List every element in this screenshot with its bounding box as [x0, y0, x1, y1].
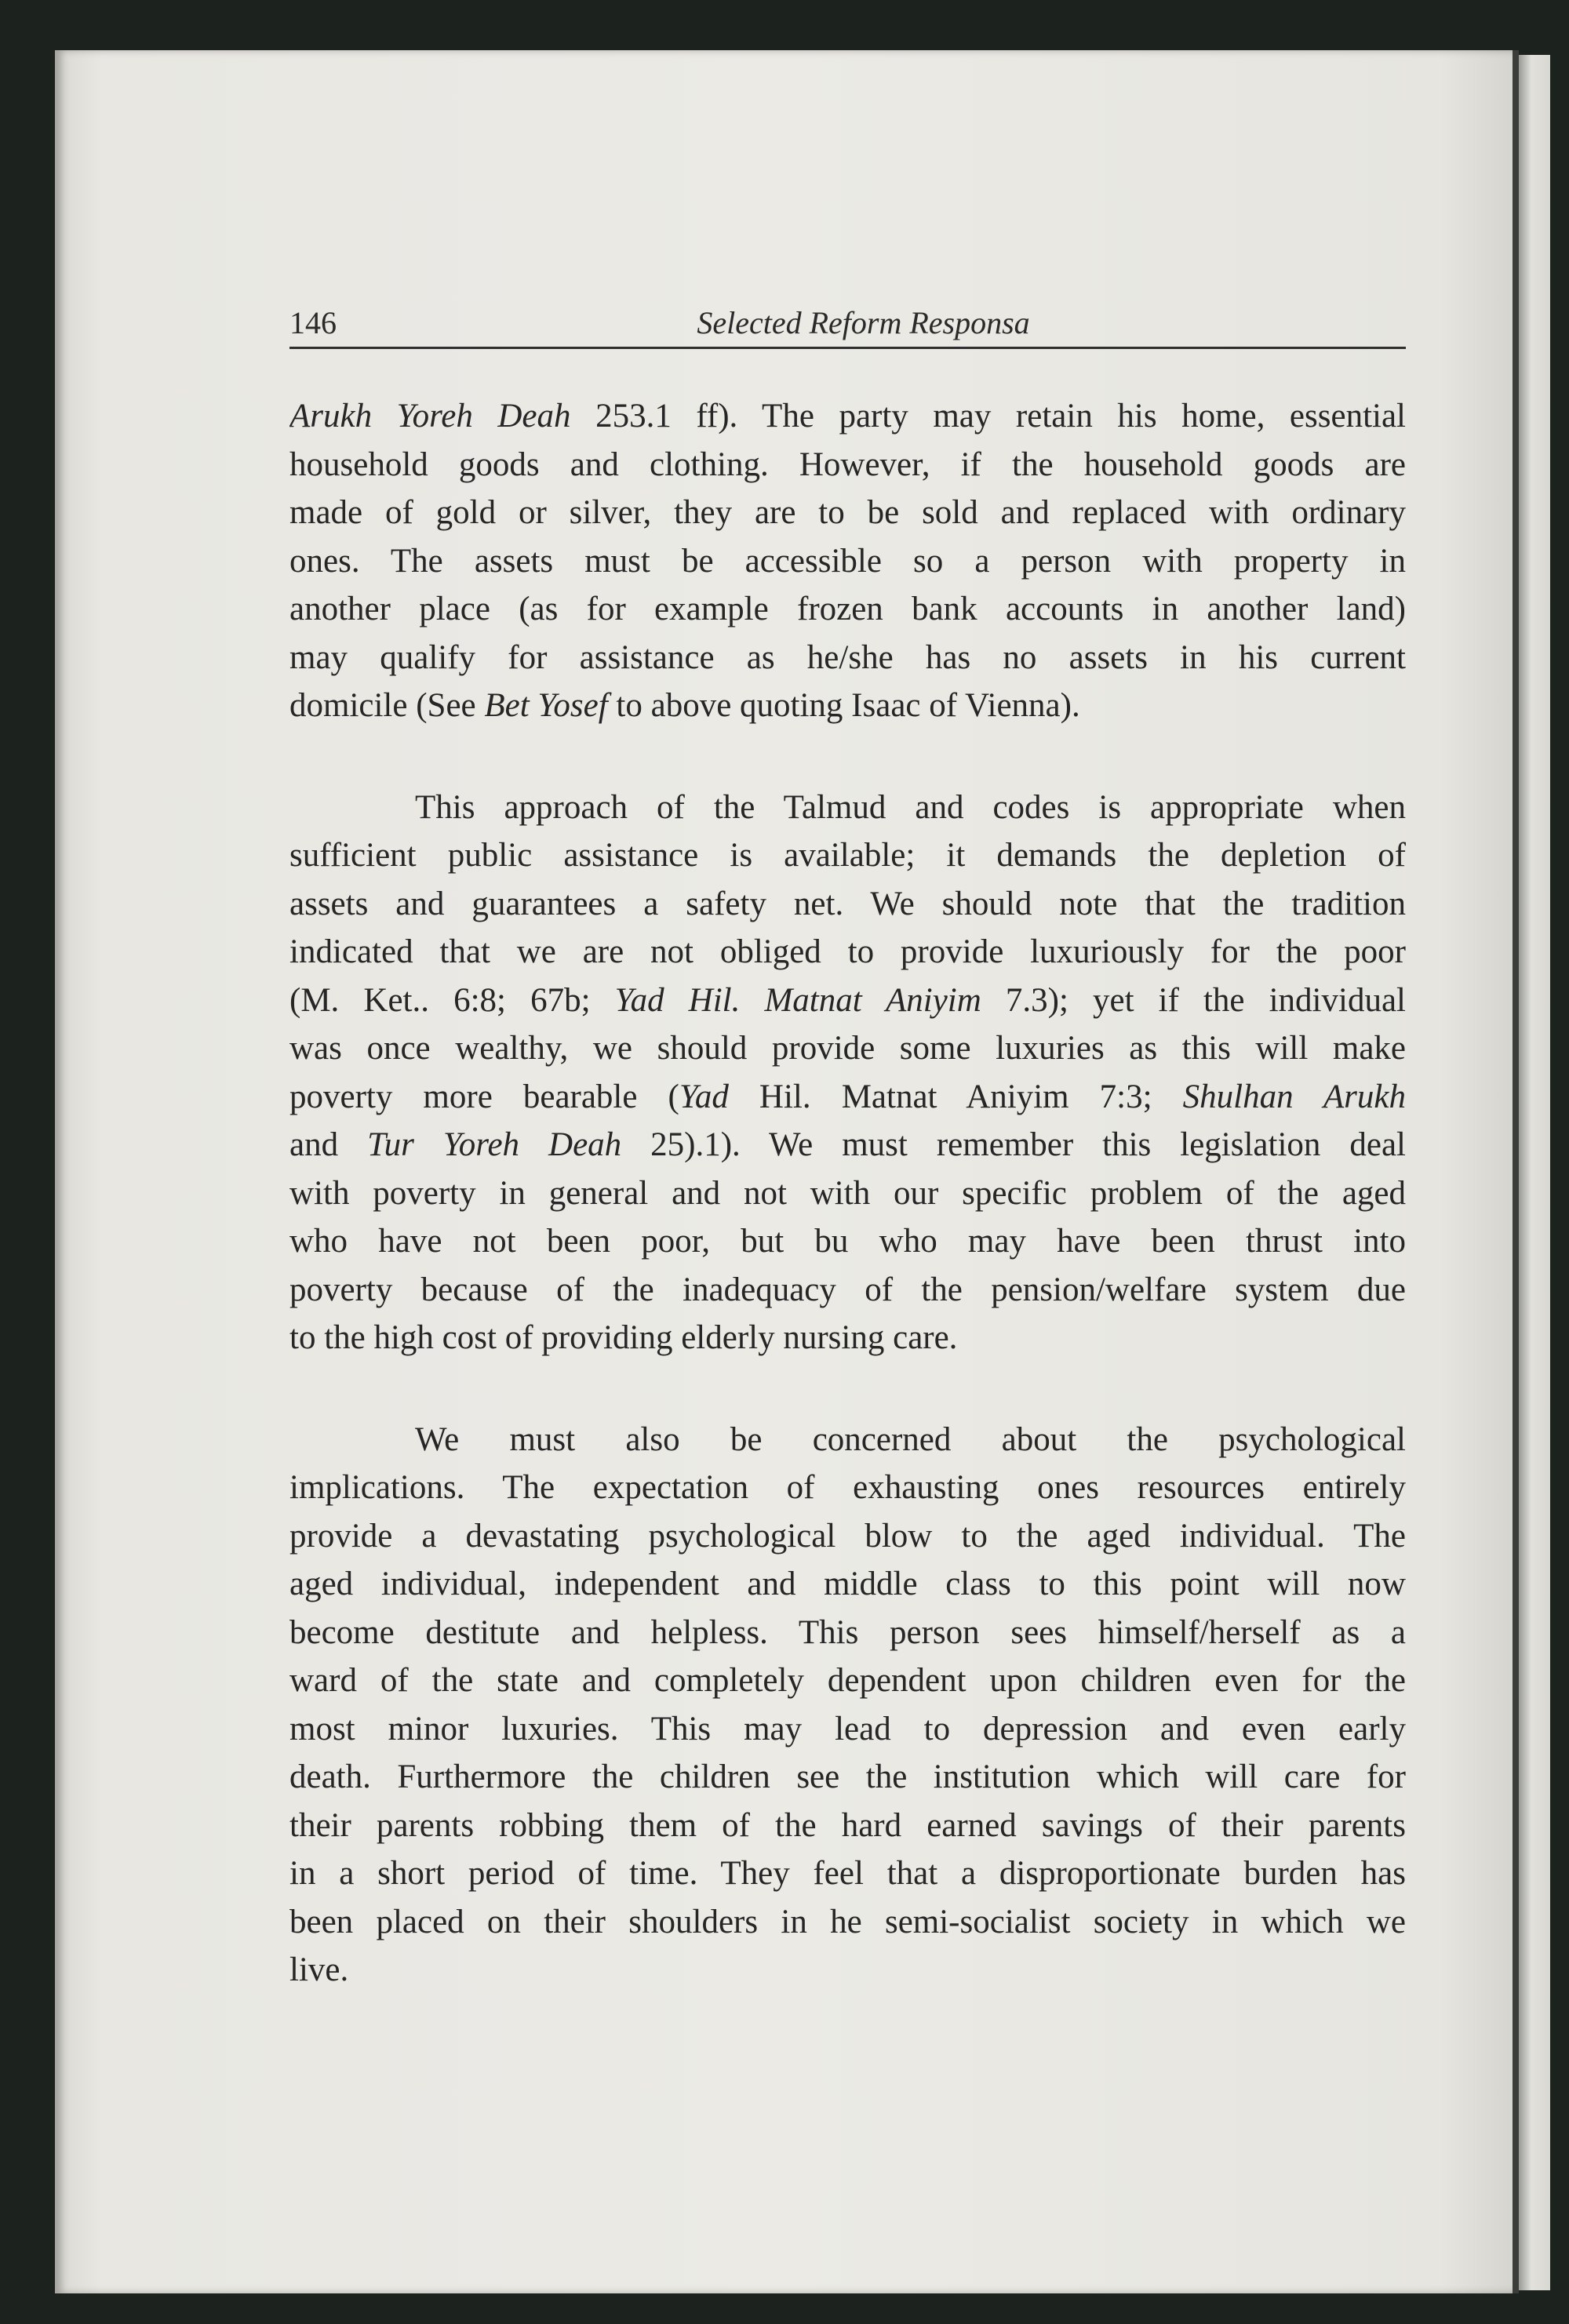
running-header — [289, 304, 1406, 344]
text-line — [289, 1609, 1406, 1657]
italic-citation: Arukh Yoreh Deah — [289, 398, 571, 435]
text-line — [289, 1512, 1406, 1561]
text-run: to above quoting Isaac of Vienna). — [607, 687, 1080, 724]
paragraph — [289, 784, 1406, 1362]
text-line — [289, 784, 1406, 832]
running-title: Selected Reform Responsa — [697, 305, 1030, 340]
text-run: another place (as for example frozen bank accounts in another land) — [289, 591, 1406, 627]
text-run: their parents robbing them of the hard earned savings of their parents — [289, 1806, 1406, 1844]
text-line — [289, 537, 1406, 586]
italic-citation: Shulhan Arukh — [1182, 1078, 1406, 1115]
text-line — [289, 1946, 1406, 1995]
text-run: ward of the state and completely dependent upon children even for the — [289, 1662, 1406, 1699]
text-run: provide a devastating psychological blow to the aged individual. The — [289, 1517, 1406, 1555]
text-line — [289, 831, 1406, 880]
text-run: assets and guarantees a safety net. We should note that the tradition — [289, 885, 1406, 922]
italic-citation: Yad Hil. Matnat Aniyim — [614, 981, 981, 1019]
text-line — [289, 1266, 1406, 1315]
text-line — [289, 1657, 1406, 1705]
text-run: indicated that we are not obliged to provide luxuriously for the poor — [289, 933, 1406, 970]
text-run: 253.1 ff). The party may retain his home, essential — [570, 398, 1406, 435]
italic-citation: Bet Yosef — [484, 687, 608, 724]
text-line — [289, 1416, 1406, 1464]
text-line — [289, 1898, 1406, 1947]
text-line — [289, 1314, 1406, 1362]
text-line — [289, 441, 1406, 489]
text-run: domicile (See — [289, 687, 485, 724]
text-run: We must also be concerned about the psychological — [415, 1420, 1406, 1458]
text-run: This approach of the Talmud and codes is appropriate when — [415, 788, 1406, 826]
text-run: to the high cost of providing elderly nursing care. — [289, 1319, 958, 1356]
text-run: live. — [289, 1951, 349, 1988]
page-gutter — [1513, 50, 1519, 2293]
text-run: implications. The expectation of exhausting ones resources entirely — [289, 1469, 1406, 1506]
text-run: and — [289, 1126, 368, 1163]
text-line — [289, 1217, 1406, 1266]
text-line — [289, 1024, 1406, 1073]
text-run: may qualify for assistance as he/she has no assets in his current — [289, 638, 1406, 676]
text-run: Hil. Matnat Aniyim 7:3; — [728, 1078, 1183, 1115]
text-line — [289, 1560, 1406, 1609]
text-line — [289, 928, 1406, 977]
text-run: death. Furthermore the children see the institution which will care for — [289, 1758, 1406, 1795]
text-run: aged individual, independent and middle class to this point will now — [289, 1566, 1406, 1602]
text-run: 25).1). We must remember this legislation deal — [621, 1126, 1406, 1163]
text-run: become destitute and helpless. This person sees himself/herself as a — [289, 1613, 1406, 1651]
text-line — [289, 392, 1406, 441]
text-line — [289, 489, 1406, 537]
text-run: household goods and clothing. However, if the household goods are — [289, 446, 1406, 483]
text-run: was once wealthy, we should provide some luxuries as this will make — [289, 1030, 1406, 1067]
text-run: poverty more bearable ( — [289, 1078, 679, 1115]
text-run: been placed on their shoulders in he semi-socialist society in which we — [289, 1903, 1406, 1940]
adjacent-page-edge — [1519, 55, 1550, 2290]
text-line — [289, 1705, 1406, 1754]
body-text — [289, 392, 1406, 2048]
page-number: 146 — [289, 305, 337, 340]
text-line — [289, 977, 1406, 1025]
paragraph — [289, 392, 1406, 730]
text-run: (M. Ket.. 6:8; 67b; — [289, 981, 615, 1019]
italic-citation: Tur Yoreh Deah — [367, 1126, 622, 1163]
text-line — [289, 585, 1406, 634]
text-line — [289, 1464, 1406, 1512]
text-line — [289, 880, 1406, 929]
text-run: in a short period of time. They feel that a disproportionate burden has — [289, 1855, 1406, 1892]
paragraph — [289, 1416, 1406, 1995]
italic-citation: Yad — [679, 1078, 729, 1115]
text-line — [289, 1121, 1406, 1169]
text-run: who have not been poor, but bu who may have been thrust into — [289, 1223, 1406, 1260]
text-line — [289, 1169, 1406, 1218]
text-line — [289, 682, 1406, 730]
text-run: ones. The assets must be accessible so a person with property in — [289, 542, 1406, 580]
text-run: 7.3); yet if the individual — [981, 981, 1406, 1019]
text-run: most minor luxuries. This may lead to depression and even early — [289, 1710, 1406, 1748]
text-run: poverty because of the inadequacy of the pension/welfare system due — [289, 1271, 1406, 1308]
text-line — [289, 1073, 1406, 1122]
text-run: sufficient public assistance is available; it demands the depletion of — [289, 837, 1406, 874]
header-rule — [289, 347, 1406, 349]
text-line — [289, 1753, 1406, 1802]
text-run: with poverty in general and not with our specific problem of the aged — [289, 1174, 1406, 1212]
text-line — [289, 634, 1406, 682]
text-line — [289, 1849, 1406, 1898]
text-run: made of gold or silver, they are to be sold and replaced with ordinary — [289, 494, 1406, 531]
text-line — [289, 1802, 1406, 1850]
